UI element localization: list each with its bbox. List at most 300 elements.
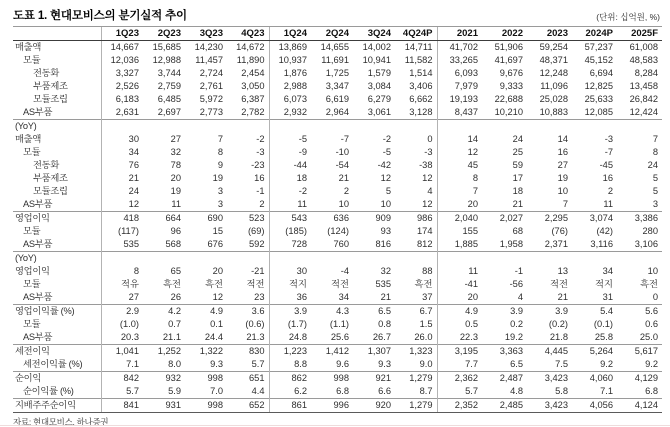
cell — [227, 252, 269, 266]
cell: 30 — [269, 265, 311, 278]
row-label: AS부품 — [23, 199, 53, 209]
cell: -2 — [382, 134, 391, 144]
cell: 6,387 — [241, 94, 265, 104]
table-row — [13, 238, 662, 252]
cell: -9 — [269, 146, 311, 159]
cell: 3,084 — [367, 81, 391, 91]
cell: -54 — [335, 160, 349, 170]
cell: 14 — [557, 134, 568, 144]
cell: 0.2 — [510, 319, 523, 329]
cell: 2,631 — [101, 106, 143, 120]
cell: 31 — [602, 292, 613, 302]
cell: 0.6 — [645, 319, 658, 329]
cell: 4.3 — [311, 305, 353, 319]
table-row — [13, 212, 662, 226]
source-note: 자료: 현대모비스, 하나증권 — [13, 417, 109, 427]
cell: 13,458 — [629, 81, 658, 91]
cell: -3 — [256, 147, 265, 157]
table-row — [13, 345, 662, 359]
cell: 690 — [185, 212, 227, 226]
row-label: 부품제조 — [33, 173, 68, 183]
cell: (117) — [101, 225, 143, 238]
cell: 13 — [557, 266, 568, 276]
cell: 12,424 — [629, 107, 658, 117]
cell: 0 — [652, 292, 658, 302]
cell: 174 — [416, 226, 433, 236]
cell: 2,485 — [482, 399, 527, 413]
cell — [617, 120, 662, 134]
cell: 418 — [101, 212, 143, 226]
cell: 5.4 — [572, 305, 617, 319]
cell: 8 — [217, 147, 223, 157]
cell: 9.6 — [336, 359, 349, 369]
cell: 10,941 — [362, 55, 391, 65]
cell: 5,617 — [617, 345, 662, 359]
cell: 2,773 — [199, 107, 223, 117]
cell: 3.9 — [527, 305, 572, 319]
cell: 51,906 — [494, 42, 523, 52]
cell: 2,724 — [199, 68, 223, 78]
cell: 1,412 — [311, 345, 353, 359]
cell: 676 — [207, 239, 223, 249]
cell: 2,027 — [482, 212, 527, 226]
cell: 19 — [170, 186, 181, 196]
cell: 10 — [380, 199, 391, 209]
cell: 728 — [269, 238, 311, 252]
cell: 68 — [512, 226, 523, 236]
table-row — [13, 318, 662, 331]
cell: 10,937 — [269, 54, 311, 67]
table-row — [13, 67, 662, 80]
cell: 25 — [512, 147, 523, 157]
row-label: 영업이익률 (%) — [13, 305, 101, 319]
table-row — [13, 93, 662, 106]
cell: 적지 — [269, 278, 311, 291]
column-header: 4Q23 — [227, 27, 269, 41]
cell — [527, 252, 572, 266]
cell: 5 — [652, 186, 658, 196]
row-label: 모듈 — [23, 147, 41, 157]
cell: 10 — [338, 199, 349, 209]
cell: 1,322 — [185, 345, 227, 359]
cell: 20 — [170, 173, 181, 183]
table-row — [13, 372, 662, 386]
cell: 61,008 — [629, 42, 658, 52]
cell: 5.6 — [617, 305, 662, 319]
column-header: 2025F — [617, 27, 662, 41]
cell: 93 — [380, 226, 391, 236]
row-label: AS부품 — [23, 107, 53, 117]
cell: 155 — [437, 225, 482, 238]
cell: -41 — [437, 278, 482, 291]
row-label: 전동화 — [33, 68, 60, 78]
cell — [185, 120, 227, 134]
cell: -56 — [509, 279, 523, 289]
cell: 19 — [557, 173, 568, 183]
cell: 3 — [217, 186, 223, 196]
cell: 11 — [269, 198, 311, 212]
column-header: 2022 — [482, 27, 527, 41]
cell: 5.8 — [555, 386, 568, 396]
cell: 9.0 — [419, 359, 433, 369]
cell: 0.7 — [168, 319, 181, 329]
table-row — [13, 331, 662, 345]
cell: 3,423 — [527, 372, 572, 386]
cell: 11,096 — [540, 81, 568, 91]
cell: 19.2 — [504, 332, 523, 342]
cell: 921 — [353, 372, 395, 386]
cell: 흑전 — [205, 279, 223, 289]
cell: (1.7) — [269, 318, 311, 331]
row-label: 모듈 — [23, 319, 41, 329]
row-label: 영업이익 — [13, 212, 101, 226]
cell: 1,252 — [143, 345, 185, 359]
cell: -2 — [269, 185, 311, 198]
cell — [395, 252, 437, 266]
cell: 3,744 — [157, 68, 181, 78]
column-header-row — [13, 27, 662, 41]
cell: 59,254 — [539, 42, 568, 52]
cell — [185, 252, 227, 266]
cell: 17 — [512, 173, 523, 183]
cell: (0.6) — [245, 319, 265, 329]
cell: 27 — [101, 291, 143, 305]
cell: 41,702 — [437, 41, 482, 55]
cell: 4.9 — [437, 305, 482, 319]
table-header-bar — [0, 0, 670, 26]
cell: -4 — [340, 266, 349, 276]
cell — [395, 120, 437, 134]
column-header: 2Q24 — [311, 27, 353, 41]
cell: 11,457 — [195, 55, 223, 65]
cell: 2,454 — [241, 68, 265, 78]
cell: 9.2 — [600, 359, 613, 369]
cell: 26.7 — [372, 332, 391, 342]
cell: 32 — [170, 147, 181, 157]
cell: 16 — [254, 173, 265, 183]
row-label: 모듈조립 — [33, 94, 68, 104]
cell: 45 — [437, 159, 482, 172]
cell: 30 — [101, 133, 143, 146]
page-divider — [0, 425, 670, 426]
cell: 24.8 — [269, 331, 311, 345]
cell: 2,932 — [269, 106, 311, 120]
cell: 2,487 — [482, 372, 527, 386]
cell — [482, 120, 527, 134]
cell: 14,672 — [236, 42, 265, 52]
cell: 5.7 — [437, 385, 482, 399]
row-label: AS부품 — [23, 332, 53, 342]
cell: 1,223 — [269, 345, 311, 359]
cell: 9.3 — [210, 359, 223, 369]
cell: 14,655 — [320, 42, 349, 52]
cell: 20.3 — [101, 331, 143, 345]
cell: 2,040 — [437, 212, 482, 226]
cell: 6,662 — [409, 94, 433, 104]
cell: 24 — [647, 160, 658, 170]
cell — [572, 252, 617, 266]
cell: 3,128 — [409, 107, 433, 117]
cell — [143, 120, 185, 134]
cell: 20 — [437, 291, 482, 305]
table-row — [13, 159, 662, 172]
cell: 12 — [437, 146, 482, 159]
table-row — [13, 106, 662, 120]
cell: 2,988 — [269, 80, 311, 93]
cell: 88 — [422, 266, 433, 276]
cell: 4.2 — [143, 305, 185, 319]
cell: 11 — [603, 199, 613, 209]
cell: 4 — [517, 292, 523, 302]
row-label: 영업이익 — [15, 266, 50, 276]
cell: 78 — [170, 160, 181, 170]
cell: 10,210 — [494, 107, 523, 117]
cell: 1,279 — [395, 372, 437, 386]
row-label: 모듈 — [23, 226, 41, 236]
row-label: (YoY) — [13, 252, 101, 266]
cell: 2.9 — [101, 305, 143, 319]
cell: -45 — [599, 160, 613, 170]
cell: 6,619 — [325, 94, 349, 104]
cell: 4,124 — [617, 399, 662, 413]
cell: 34 — [602, 266, 613, 276]
cell: 37 — [422, 292, 433, 302]
cell: (69) — [247, 226, 265, 236]
cell: 33,265 — [437, 54, 482, 67]
cell: 32 — [380, 266, 391, 276]
cell: 6.8 — [645, 386, 658, 396]
cell: 적전 — [550, 279, 568, 289]
table-row — [13, 80, 662, 93]
cell: 10 — [557, 186, 568, 196]
cell: 22.3 — [437, 331, 482, 345]
cell: 4,129 — [617, 372, 662, 386]
cell: 998 — [311, 372, 353, 386]
cell: 2 — [607, 186, 613, 196]
cell: 3.9 — [269, 305, 311, 319]
cell: 7 — [652, 134, 658, 144]
row-label: 매출액 — [15, 134, 42, 144]
cell: 12,825 — [584, 81, 613, 91]
cell: 996 — [311, 399, 353, 413]
cell: 862 — [269, 372, 311, 386]
cell: 14,667 — [101, 41, 143, 55]
cell: 2 — [343, 186, 349, 196]
cell: 11,691 — [321, 55, 349, 65]
cell: 6,279 — [367, 94, 391, 104]
cell: 760 — [333, 239, 349, 249]
cell: (76) — [551, 226, 568, 236]
cell: 4,060 — [572, 372, 617, 386]
column-header: 3Q24 — [353, 27, 395, 41]
cell: (124) — [327, 226, 349, 236]
cell: 6,694 — [589, 68, 613, 78]
cell: 48,371 — [539, 55, 568, 65]
cell: 8 — [652, 147, 658, 157]
row-label: AS부품 — [23, 292, 53, 302]
cell: -23 — [251, 160, 265, 170]
cell: 7,979 — [437, 80, 482, 93]
cell: -44 — [269, 159, 311, 172]
cell — [101, 120, 143, 134]
cell: 0 — [427, 134, 433, 144]
cell: 986 — [395, 212, 437, 226]
table-row — [13, 120, 662, 134]
cell — [227, 120, 269, 134]
cell: 12 — [212, 292, 223, 302]
cell: 20 — [437, 198, 482, 212]
unit-label: (단위: 십억원, %) — [596, 12, 660, 22]
table-row — [13, 146, 662, 159]
table-row — [13, 385, 662, 399]
cell: 1,885 — [437, 238, 482, 252]
cell: 22,688 — [494, 94, 523, 104]
cell: 11 — [437, 265, 482, 278]
cell: 592 — [248, 239, 265, 249]
cell: 4.9 — [185, 305, 227, 319]
cell: 7 — [562, 199, 568, 209]
cell: 2,782 — [241, 107, 265, 117]
row-label: 전동화 — [33, 160, 60, 170]
cell: -5 — [382, 147, 391, 157]
cell: 2,352 — [437, 399, 482, 413]
cell: 1,041 — [101, 345, 143, 359]
cell: 8 — [437, 172, 482, 185]
cell: 535 — [375, 279, 391, 289]
table-row — [13, 291, 662, 305]
cell: 24 — [101, 185, 143, 198]
cell: -3 — [604, 134, 613, 144]
cell: 2,964 — [325, 107, 349, 117]
cell: 57,237 — [584, 42, 613, 52]
cell: 1,958 — [499, 239, 523, 249]
cell: 14,002 — [362, 42, 391, 52]
cell: 8.7 — [419, 386, 433, 396]
cell: 24 — [512, 134, 523, 144]
cell: 5 — [652, 173, 658, 183]
cell: 3,423 — [527, 399, 572, 413]
cell: -42 — [377, 160, 391, 170]
cell: 9,676 — [499, 68, 523, 78]
cell: 543 — [269, 212, 311, 226]
cell — [572, 120, 617, 134]
cell: 1,279 — [395, 399, 437, 413]
cell: 3,195 — [437, 345, 482, 359]
cell: 21.1 — [162, 332, 181, 342]
cell: 3,116 — [590, 239, 613, 249]
cell — [353, 120, 395, 134]
cell: 19,193 — [437, 93, 482, 106]
cell: 7.1 — [101, 358, 143, 372]
cell: 45,152 — [584, 55, 613, 65]
column-header: 2023 — [527, 27, 572, 41]
cell: 41,697 — [494, 55, 523, 65]
cell: 9,333 — [499, 81, 523, 91]
cell: (0.2) — [548, 319, 568, 329]
cell: 10,883 — [539, 107, 568, 117]
cell — [269, 252, 311, 266]
cell: 12 — [422, 173, 433, 183]
row-label: AS부품 — [23, 239, 53, 249]
cell: 1.5 — [419, 319, 433, 329]
cell: 5,264 — [572, 345, 617, 359]
cell: 6.7 — [395, 305, 437, 319]
cell: 11 — [171, 199, 181, 209]
cell: 861 — [269, 399, 311, 413]
cell: 3,106 — [634, 239, 658, 249]
cell: 8 — [101, 265, 143, 278]
cell: 18 — [512, 186, 523, 196]
cell: 651 — [227, 372, 269, 386]
cell: 3,363 — [482, 345, 527, 359]
cell: 812 — [416, 239, 433, 249]
row-label: 지배주주순이익 — [13, 399, 101, 413]
cell: 523 — [227, 212, 269, 226]
row-label: (YoY) — [13, 120, 101, 134]
cell: 25,028 — [539, 94, 568, 104]
cell: 26 — [170, 292, 181, 302]
cell: 7.1 — [600, 386, 613, 396]
cell: 적전 — [246, 279, 265, 289]
cell: 842 — [101, 372, 143, 386]
table-row — [13, 278, 662, 291]
cell: 841 — [101, 399, 143, 413]
cell: 7 — [437, 185, 482, 198]
row-label: 매출액 — [15, 42, 42, 52]
cell: 14 — [437, 133, 482, 146]
cell: -3 — [424, 147, 433, 157]
cell: 16 — [557, 147, 568, 157]
cell: (185) — [269, 225, 311, 238]
cell: 5.7 — [101, 385, 143, 399]
cell: (42) — [596, 226, 613, 236]
cell: 3,347 — [325, 81, 349, 91]
cell: 4,445 — [527, 345, 572, 359]
cell: 5 — [385, 186, 391, 196]
cell: 26.0 — [414, 332, 433, 342]
table-row — [13, 41, 662, 55]
cell — [311, 252, 353, 266]
cell: 816 — [375, 239, 391, 249]
cell: 25,633 — [584, 94, 613, 104]
cell: 12,248 — [539, 68, 568, 78]
cell: 19 — [212, 173, 223, 183]
cell: 0.5 — [437, 318, 482, 331]
cell: 920 — [353, 399, 395, 413]
cell: 6,183 — [101, 93, 143, 106]
table-row — [13, 54, 662, 67]
cell: 280 — [642, 226, 658, 236]
cell: 14,230 — [194, 42, 223, 52]
cell: 2,362 — [437, 372, 482, 386]
row-label: 모듈조립 — [33, 186, 68, 196]
table-row — [13, 172, 662, 185]
row-label-header — [13, 27, 101, 41]
cell: 8,437 — [437, 106, 482, 120]
cell: 2,295 — [527, 212, 572, 226]
cell: 21.3 — [246, 332, 265, 342]
cell: 12 — [380, 173, 391, 183]
cell: -1 — [514, 266, 523, 276]
cell: 20 — [212, 266, 223, 276]
cell: 3 — [217, 199, 223, 209]
column-header: 2021 — [437, 27, 482, 41]
cell: 27 — [170, 134, 181, 144]
cell: 36 — [269, 291, 311, 305]
cell: -7 — [604, 147, 613, 157]
cell: 23 — [254, 292, 265, 302]
cell: 12 — [101, 198, 143, 212]
